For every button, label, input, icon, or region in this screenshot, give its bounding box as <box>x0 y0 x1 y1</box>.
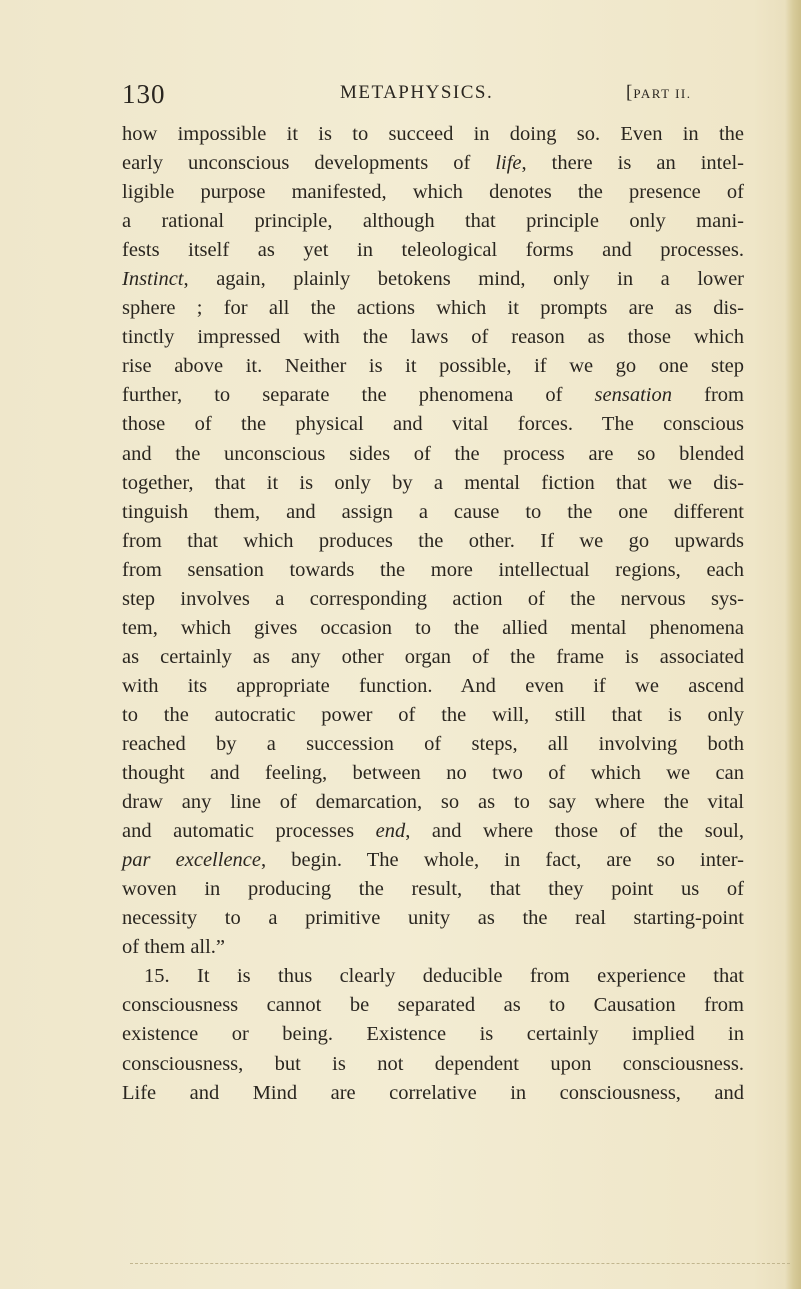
text-line: how impossible it is to succeed in doing so. Even in the <box>122 123 744 145</box>
page-number: 130 <box>122 79 166 109</box>
text-line: necessity to a primitive unity as the real starting-point <box>122 907 744 930</box>
text-line: from sensation towards the more intellectual regions, each <box>122 558 744 581</box>
text-line: of them all.” <box>122 936 226 959</box>
text-line: step involves a corresponding action of the nervous sys- <box>122 587 744 610</box>
text-line: draw any line of demarcation, so as to say where the vital <box>122 791 744 814</box>
text-line: Instinct, again, plainly betokens mind, only in a lower <box>122 268 744 291</box>
text-line: ligible purpose manifested, which denotes the presence of <box>122 181 744 204</box>
text-line: early unconscious developments of life, there is an intel- <box>122 152 744 175</box>
running-header <box>122 79 742 115</box>
text-line: and the unconscious sides of the process are so blended <box>122 442 744 465</box>
italic-term: par excellence <box>122 849 261 872</box>
page-edge-shadow <box>785 0 801 1289</box>
text-line: tinctly impressed with the laws of reason as those which <box>122 326 744 349</box>
italic-term: end <box>375 820 406 843</box>
part-bracket: [ <box>626 82 634 103</box>
text-line: reached by a succession of steps, all involving both <box>122 732 744 755</box>
text-line: and automatic processes end, and where those of the soul, <box>122 820 744 843</box>
text-line: sphere ; for all the actions which it prompts are as dis- <box>122 297 744 320</box>
text-line: woven in producing the result, that they point us of <box>122 878 744 901</box>
paragraph-start-line: 15. It is thus clearly deducible from experience that <box>144 965 744 988</box>
text-line: existence or being. Existence is certainly implied in <box>122 1023 744 1046</box>
part-label-text: PART II. <box>633 86 692 101</box>
text-line: tinguish them, and assign a cause to the one different <box>122 500 744 523</box>
italic-term: life <box>495 152 522 175</box>
text-line: to the autocratic power of the will, still that is only <box>122 703 744 726</box>
text-line: together, that it is only by a mental fiction that we dis- <box>122 471 744 494</box>
bottom-page-mark <box>130 1263 790 1264</box>
text-line: with its appropriate function. And even if we ascend <box>122 674 744 697</box>
text-line: as certainly as any other organ of the frame is associated <box>122 645 744 668</box>
body-text <box>122 120 744 1108</box>
text-line: from that which produces the other. If we go upwards <box>122 529 744 552</box>
italic-term: sensation <box>594 384 672 407</box>
text-line: further, to separate the phenomena of sensation from <box>122 384 744 407</box>
part-label <box>626 82 692 104</box>
text-line: rise above it. Neither is it possible, if we go one step <box>122 355 744 378</box>
text-line: those of the physical and vital forces. The conscious <box>122 413 744 436</box>
text-line: tem, which gives occasion to the allied mental phenomena <box>122 616 744 639</box>
italic-term: Instinct <box>122 268 184 291</box>
text-line: a rational principle, although that principle only mani- <box>122 210 744 233</box>
text-line: fests itself as yet in teleological forms and processes. <box>122 239 744 262</box>
text-line: consciousness cannot be separated as to Causation from <box>122 994 744 1017</box>
text-line: par excellence, begin. The whole, in fact, are so inter- <box>122 849 745 872</box>
text-line: consciousness, but is not dependent upon consciousness. <box>122 1052 744 1075</box>
text-line: Life and Mind are correlative in consciousness, and <box>122 1081 744 1104</box>
text-line: thought and feeling, between no two of which we can <box>122 762 744 785</box>
running-title: METAPHYSICS. <box>340 82 494 103</box>
